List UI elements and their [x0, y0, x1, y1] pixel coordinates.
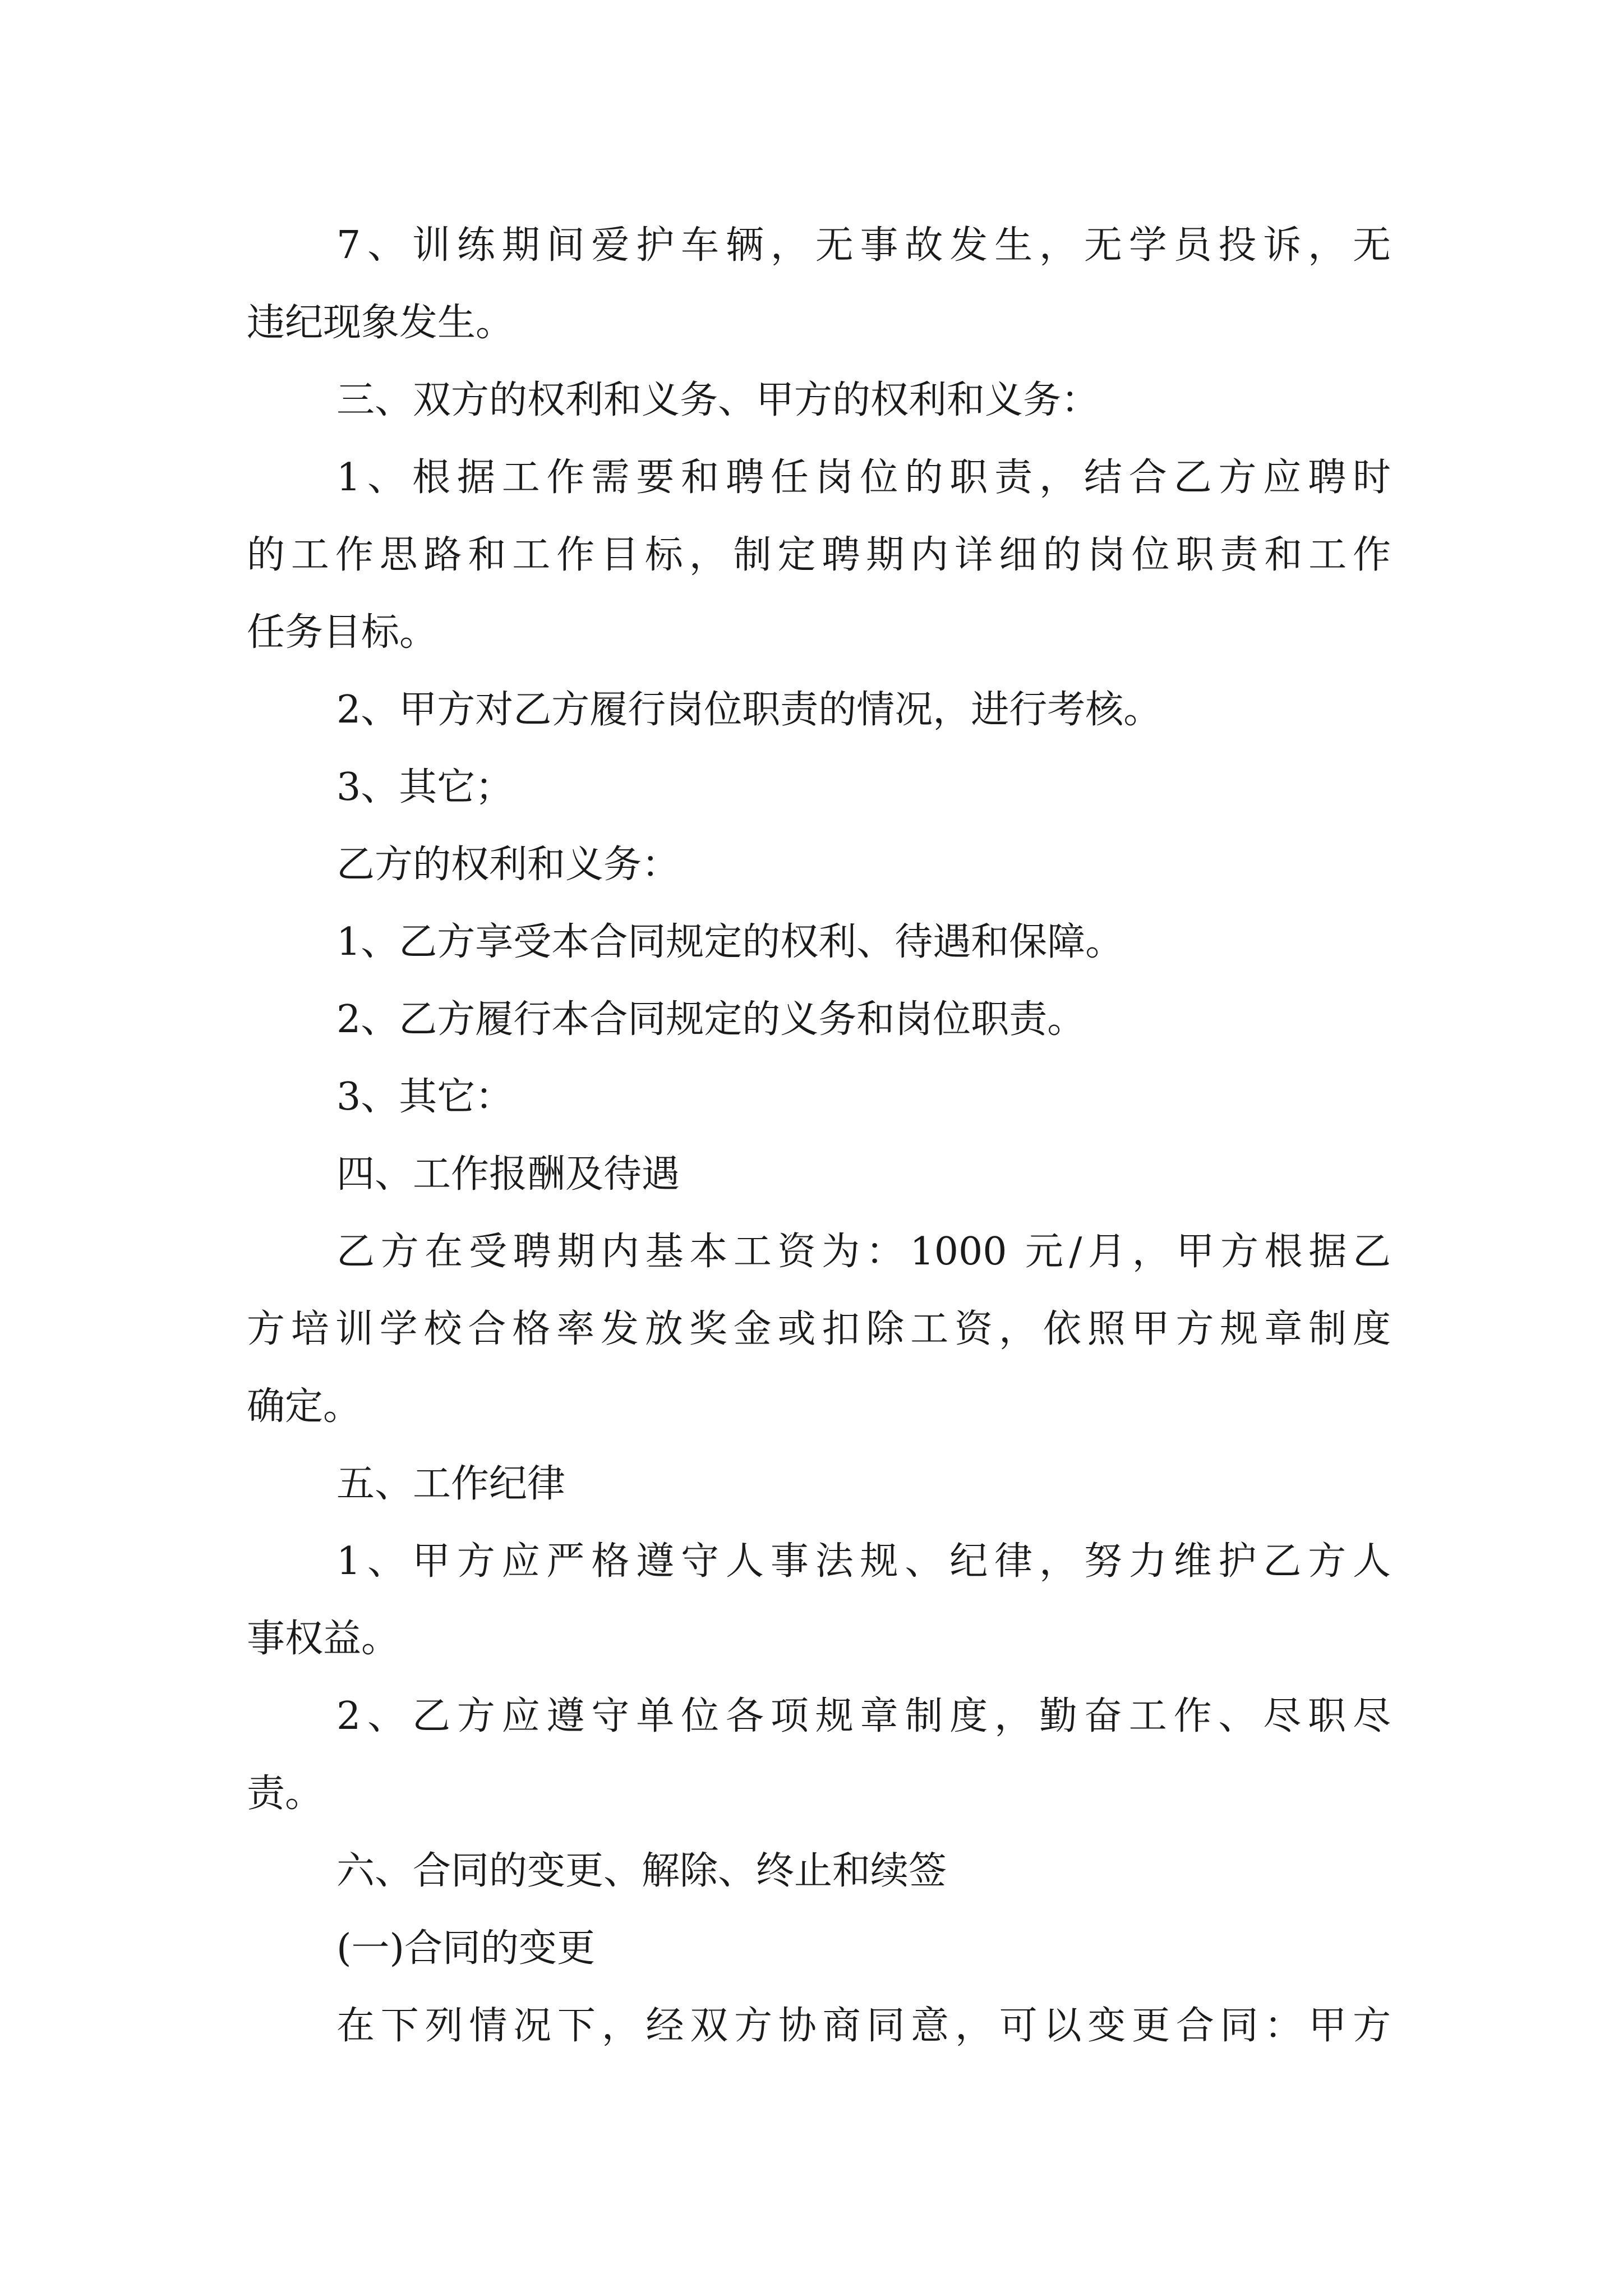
section-heading: 四、工作报酬及待遇	[336, 1152, 680, 1197]
paragraph-line: 1、根据工作需要和聘任岗位的职责，结合乙方应聘时	[336, 455, 1391, 500]
section-heading: 三、双方的权利和义务、甲方的权利和义务：	[336, 378, 1100, 422]
paragraph-line: 事权益。	[247, 1617, 400, 1661]
paragraph-line: 1、乙方享受本合同规定的权利、待遇和保障。	[336, 920, 1124, 964]
paragraph-line: 确定。	[247, 1384, 362, 1429]
paragraph-line: 在下列情况下，经双方协商同意，可以变更合同：甲方	[336, 2004, 1391, 2048]
section-heading: 六、合同的变更、解除、终止和续签	[336, 1849, 947, 1893]
paragraph-line: 2、甲方对乙方履行岗位职责的情况，进行考核。	[336, 688, 1162, 732]
paragraph-line: 乙方的权利和义务：	[336, 843, 680, 887]
paragraph-line: 2、乙方应遵守单位各项规章制度，勤奋工作、尽职尽	[336, 1694, 1391, 1738]
paragraph-line: 1、甲方应严格遵守人事法规、纪律，努力维护乙方人	[336, 1539, 1391, 1584]
paragraph-line: 3、其它：	[336, 1075, 514, 1119]
paragraph-line: 2、乙方履行本合同规定的义务和岗位职责。	[336, 997, 1086, 1042]
subsection-heading: (一)合同的变更	[336, 1926, 596, 1971]
paragraph-line: 乙方在受聘期内基本工资为：1000 元/月，甲方根据乙	[336, 1230, 1391, 1274]
section-heading: 五、工作纪律	[336, 1462, 566, 1506]
paragraph-line: 3、其它；	[336, 765, 514, 809]
paragraph-line: 方培训学校合格率发放奖金或扣除工资，依照甲方规章制度	[247, 1307, 1391, 1351]
paragraph-line: 的工作思路和工作目标，制定聘期内详细的岗位职责和工作	[247, 533, 1391, 577]
paragraph-line: 责。	[247, 1772, 324, 1816]
paragraph-line: 任务目标。	[247, 610, 438, 655]
paragraph-line: 违纪现象发生。	[247, 301, 514, 345]
paragraph-line: 7、训练期间爱护车辆，无事故发生，无学员投诉，无	[336, 223, 1391, 268]
